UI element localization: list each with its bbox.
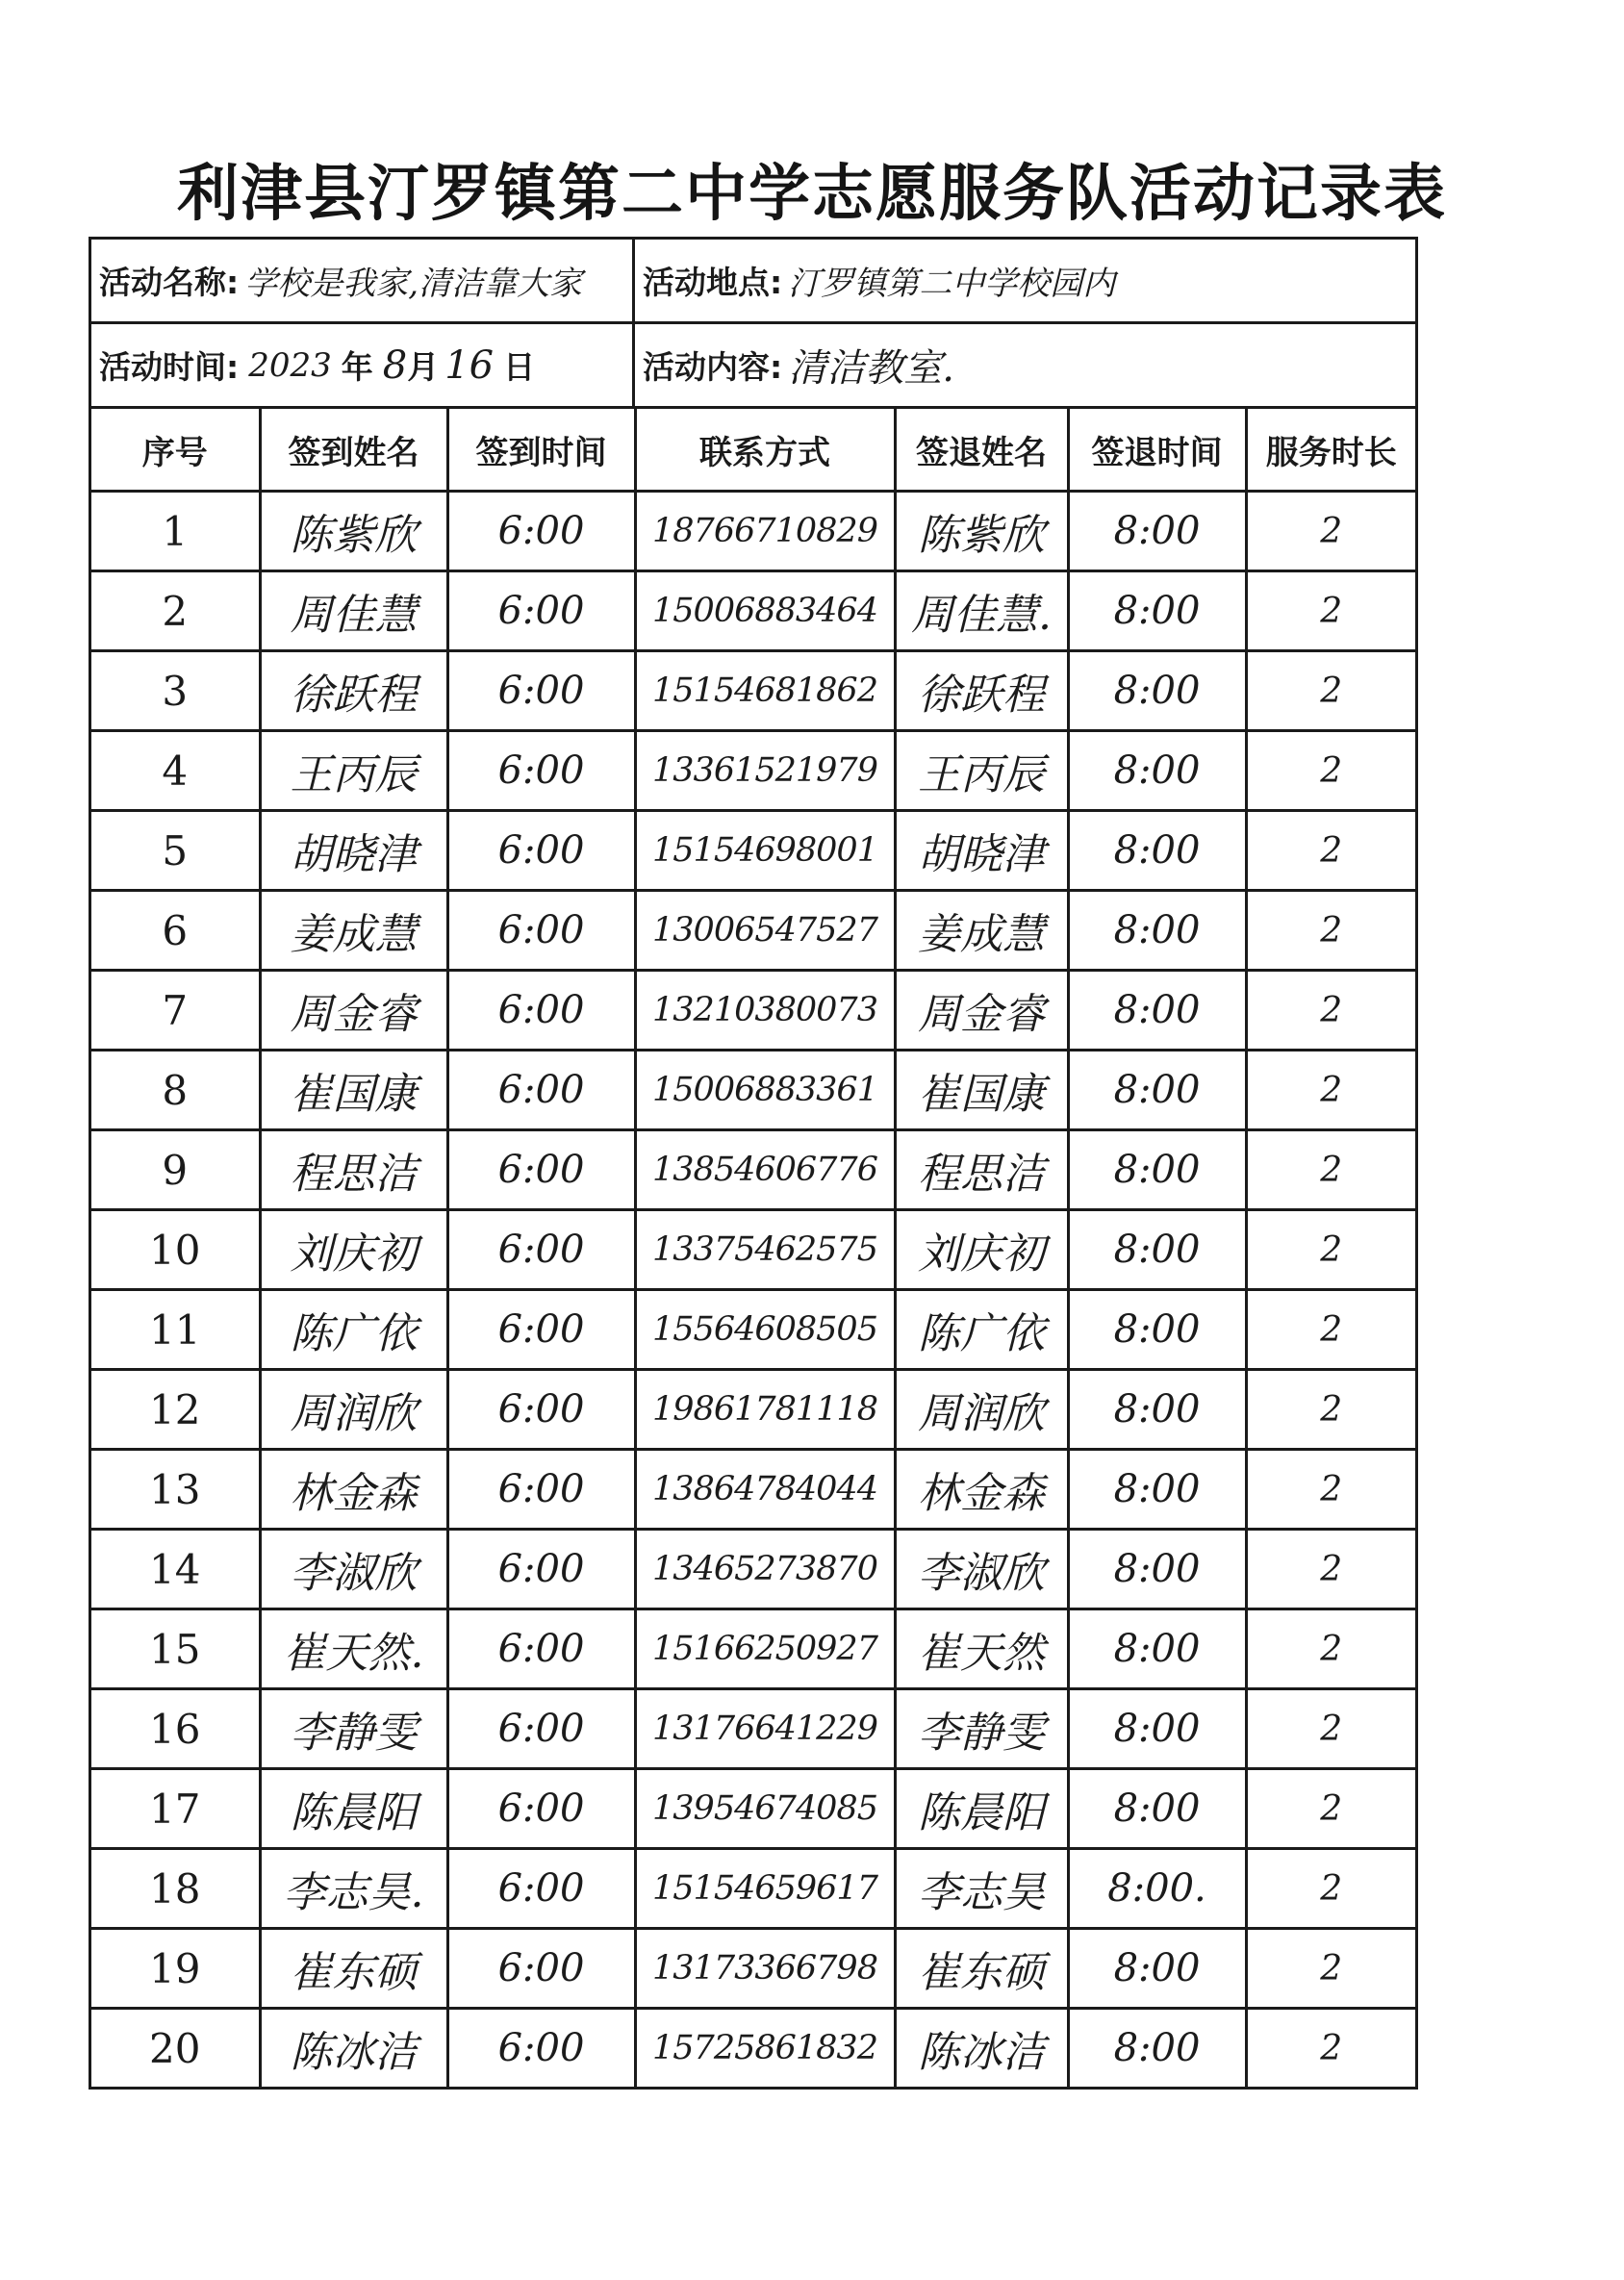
contact-phone: 19861781118 (635, 1370, 895, 1450)
signin-time: 6:00 (447, 1051, 635, 1130)
signout-name: 周佳慧. (895, 571, 1068, 651)
row-seq: 1 (91, 492, 260, 571)
table-row (91, 651, 1415, 731)
signout-name: 程思洁 (895, 1130, 1068, 1210)
signin-name: 周佳慧 (260, 571, 447, 651)
signin-time: 6:00 (447, 1290, 635, 1370)
signout-time: 8:00 (1068, 1130, 1246, 1210)
info-row-1 (91, 240, 1415, 324)
service-hours: 2 (1246, 651, 1415, 731)
info-row-2 (91, 324, 1415, 409)
signout-name: 李志昊 (895, 1849, 1068, 1929)
activity-place-value: 汀罗镇第二中学校园内 (788, 265, 1116, 303)
contact-phone: 15154659617 (635, 1849, 895, 1929)
row-seq: 14 (91, 1530, 260, 1609)
table-row (91, 1290, 1415, 1370)
table-row (91, 971, 1415, 1051)
contact-phone: 13864784044 (635, 1450, 895, 1530)
signout-time: 8:00 (1068, 811, 1246, 891)
record-sheet (89, 237, 1418, 2090)
signout-name: 姜成慧 (895, 891, 1068, 971)
signin-name: 林金森 (260, 1450, 447, 1530)
service-hours: 2 (1246, 891, 1415, 971)
table-row (91, 811, 1415, 891)
signin-time: 6:00 (447, 2009, 635, 2088)
contact-phone: 15725861832 (635, 2009, 895, 2088)
table-row (91, 1051, 1415, 1130)
signin-name: 崔天然. (260, 1609, 447, 1689)
row-seq: 7 (91, 971, 260, 1051)
contact-phone: 15006883361 (635, 1051, 895, 1130)
activity-place-cell (635, 240, 1415, 321)
service-hours: 2 (1246, 731, 1415, 811)
signin-time: 6:00 (447, 891, 635, 971)
signin-name: 陈广依 (260, 1290, 447, 1370)
signin-time: 6:00 (447, 651, 635, 731)
contact-phone: 13954674085 (635, 1769, 895, 1849)
activity-month: 8 (382, 342, 408, 388)
activity-name-cell (91, 240, 635, 321)
row-seq: 11 (91, 1290, 260, 1370)
signin-name: 刘庆初 (260, 1210, 447, 1290)
signout-name: 陈晨阳 (895, 1769, 1068, 1849)
contact-phone: 15154681862 (635, 651, 895, 731)
row-seq: 3 (91, 651, 260, 731)
table-row (91, 492, 1415, 571)
signin-name: 程思洁 (260, 1130, 447, 1210)
service-hours: 2 (1246, 1370, 1415, 1450)
signin-time: 6:00 (447, 1769, 635, 1849)
col-header-signout-name: 签退姓名 (895, 409, 1068, 492)
signin-time: 6:00 (447, 1609, 635, 1689)
service-hours: 2 (1246, 492, 1415, 571)
signout-name: 周润欣 (895, 1370, 1068, 1450)
col-header-signin-name: 签到姓名 (260, 409, 447, 492)
signout-name: 徐跃程 (895, 651, 1068, 731)
signin-name: 徐跃程 (260, 651, 447, 731)
service-hours: 2 (1246, 1290, 1415, 1370)
signin-time: 6:00 (447, 1370, 635, 1450)
signin-name: 陈晨阳 (260, 1769, 447, 1849)
signin-time: 6:00 (447, 571, 635, 651)
month-unit: 月 (407, 348, 440, 386)
signin-time: 6:00 (447, 1450, 635, 1530)
col-header-contact: 联系方式 (635, 409, 895, 492)
activity-time-cell (91, 324, 635, 406)
signout-name: 陈紫欣 (895, 492, 1068, 571)
contact-phone: 15006883464 (635, 571, 895, 651)
signin-name: 王丙辰 (260, 731, 447, 811)
table-row (91, 1849, 1415, 1929)
signin-name: 姜成慧 (260, 891, 447, 971)
service-hours: 2 (1246, 1530, 1415, 1609)
row-seq: 18 (91, 1849, 260, 1929)
table-row (91, 1210, 1415, 1290)
service-hours: 2 (1246, 571, 1415, 651)
activity-time-label: 活动时间: (99, 348, 240, 386)
contact-phone: 15564608505 (635, 1290, 895, 1370)
service-hours: 2 (1246, 1130, 1415, 1210)
signin-time: 6:00 (447, 1130, 635, 1210)
signin-time: 6:00 (447, 1530, 635, 1609)
table-row (91, 1530, 1415, 1609)
signout-time: 8:00 (1068, 492, 1246, 571)
signout-name: 胡晓津 (895, 811, 1068, 891)
signout-time: 8:00. (1068, 1849, 1246, 1929)
row-seq: 20 (91, 2009, 260, 2088)
table-row (91, 1609, 1415, 1689)
activity-place-label: 活动地点: (643, 264, 783, 301)
signout-name: 李静雯 (895, 1689, 1068, 1769)
row-seq: 15 (91, 1609, 260, 1689)
signout-time: 8:00 (1068, 971, 1246, 1051)
service-hours: 2 (1246, 1210, 1415, 1290)
row-seq: 2 (91, 571, 260, 651)
signin-time: 6:00 (447, 1849, 635, 1929)
activity-content-cell (635, 324, 1415, 406)
table-body (91, 492, 1415, 2088)
signin-name: 周润欣 (260, 1370, 447, 1450)
col-header-signout-time: 签退时间 (1068, 409, 1246, 492)
signout-time: 8:00 (1068, 1370, 1246, 1450)
signin-time: 6:00 (447, 1929, 635, 2009)
signout-name: 刘庆初 (895, 1210, 1068, 1290)
signin-name: 崔东硕 (260, 1929, 447, 2009)
row-seq: 16 (91, 1689, 260, 1769)
contact-phone: 15166250927 (635, 1609, 895, 1689)
table-row (91, 1450, 1415, 1530)
signin-name: 崔国康 (260, 1051, 447, 1130)
contact-phone: 13465273870 (635, 1530, 895, 1609)
row-seq: 17 (91, 1769, 260, 1849)
table-row (91, 891, 1415, 971)
contact-phone: 13173366798 (635, 1929, 895, 2009)
service-hours: 2 (1246, 811, 1415, 891)
signout-time: 8:00 (1068, 571, 1246, 651)
signin-time: 6:00 (447, 1210, 635, 1290)
service-hours: 2 (1246, 1450, 1415, 1530)
signout-name: 崔国康 (895, 1051, 1068, 1130)
signout-name: 李淑欣 (895, 1530, 1068, 1609)
table-header-row (91, 409, 1415, 492)
row-seq: 12 (91, 1370, 260, 1450)
col-header-seq: 序号 (91, 409, 260, 492)
signin-name: 胡晓津 (260, 811, 447, 891)
contact-phone: 13361521979 (635, 731, 895, 811)
contact-phone: 13854606776 (635, 1130, 895, 1210)
signout-name: 王丙辰 (895, 731, 1068, 811)
signout-time: 8:00 (1068, 1689, 1246, 1769)
signin-name: 陈紫欣 (260, 492, 447, 571)
service-hours: 2 (1246, 971, 1415, 1051)
row-seq: 6 (91, 891, 260, 971)
signin-name: 周金睿 (260, 971, 447, 1051)
contact-phone: 18766710829 (635, 492, 895, 571)
signout-time: 8:00 (1068, 1530, 1246, 1609)
row-seq: 8 (91, 1051, 260, 1130)
contact-phone: 15154698001 (635, 811, 895, 891)
service-hours: 2 (1246, 1929, 1415, 2009)
table-row (91, 2009, 1415, 2088)
signout-time: 8:00 (1068, 1929, 1246, 2009)
table-row (91, 1689, 1415, 1769)
activity-content-value: 清洁教室. (788, 346, 954, 391)
signin-time: 6:00 (447, 971, 635, 1051)
signin-name: 李静雯 (260, 1689, 447, 1769)
contact-phone: 13006547527 (635, 891, 895, 971)
activity-day: 16 (444, 342, 495, 388)
table-row (91, 1929, 1415, 2009)
table-row (91, 1130, 1415, 1210)
service-hours: 2 (1246, 1849, 1415, 1929)
row-seq: 5 (91, 811, 260, 891)
signout-name: 陈冰洁 (895, 2009, 1068, 2088)
row-seq: 4 (91, 731, 260, 811)
signout-time: 8:00 (1068, 1609, 1246, 1689)
contact-phone: 13176641229 (635, 1689, 895, 1769)
signout-time: 8:00 (1068, 1210, 1246, 1290)
signout-time: 8:00 (1068, 1290, 1246, 1370)
activity-content-label: 活动内容: (643, 348, 783, 386)
signout-name: 周金睿 (895, 971, 1068, 1051)
signout-time: 8:00 (1068, 1450, 1246, 1530)
signout-time: 8:00 (1068, 651, 1246, 731)
row-seq: 19 (91, 1929, 260, 2009)
year-unit: 年 (341, 348, 373, 386)
service-hours: 2 (1246, 1689, 1415, 1769)
table-row (91, 571, 1415, 651)
service-hours: 2 (1246, 2009, 1415, 2088)
table-row (91, 1370, 1415, 1450)
signin-name: 陈冰洁 (260, 2009, 447, 2088)
signin-name: 李志昊. (260, 1849, 447, 1929)
signout-name: 林金森 (895, 1450, 1068, 1530)
signout-name: 陈广依 (895, 1290, 1068, 1370)
attendance-table (91, 409, 1415, 2087)
activity-name-label: 活动名称: (99, 264, 240, 301)
signout-name: 崔东硕 (895, 1929, 1068, 2009)
col-header-service-hours: 服务时长 (1246, 409, 1415, 492)
signin-time: 6:00 (447, 811, 635, 891)
row-seq: 9 (91, 1130, 260, 1210)
activity-year: 2023 (248, 345, 332, 385)
service-hours: 2 (1246, 1769, 1415, 1849)
signout-time: 8:00 (1068, 731, 1246, 811)
row-seq: 13 (91, 1450, 260, 1530)
contact-phone: 13210380073 (635, 971, 895, 1051)
page-title: 利津县汀罗镇第二中学志愿服务队活动记录表 (177, 158, 1447, 230)
table-row (91, 731, 1415, 811)
service-hours: 2 (1246, 1609, 1415, 1689)
signout-name: 崔天然 (895, 1609, 1068, 1689)
signin-time: 6:00 (447, 731, 635, 811)
row-seq: 10 (91, 1210, 260, 1290)
col-header-signin-time: 签到时间 (447, 409, 635, 492)
day-unit: 日 (503, 348, 536, 386)
signout-time: 8:00 (1068, 1051, 1246, 1130)
signin-name: 李淑欣 (260, 1530, 447, 1609)
contact-phone: 13375462575 (635, 1210, 895, 1290)
signout-time: 8:00 (1068, 1769, 1246, 1849)
signin-time: 6:00 (447, 1689, 635, 1769)
signin-time: 6:00 (447, 492, 635, 571)
signout-time: 8:00 (1068, 891, 1246, 971)
service-hours: 2 (1246, 1051, 1415, 1130)
activity-name-value: 学校是我家,清洁靠大家 (244, 265, 583, 303)
signout-time: 8:00 (1068, 2009, 1246, 2088)
table-row (91, 1769, 1415, 1849)
